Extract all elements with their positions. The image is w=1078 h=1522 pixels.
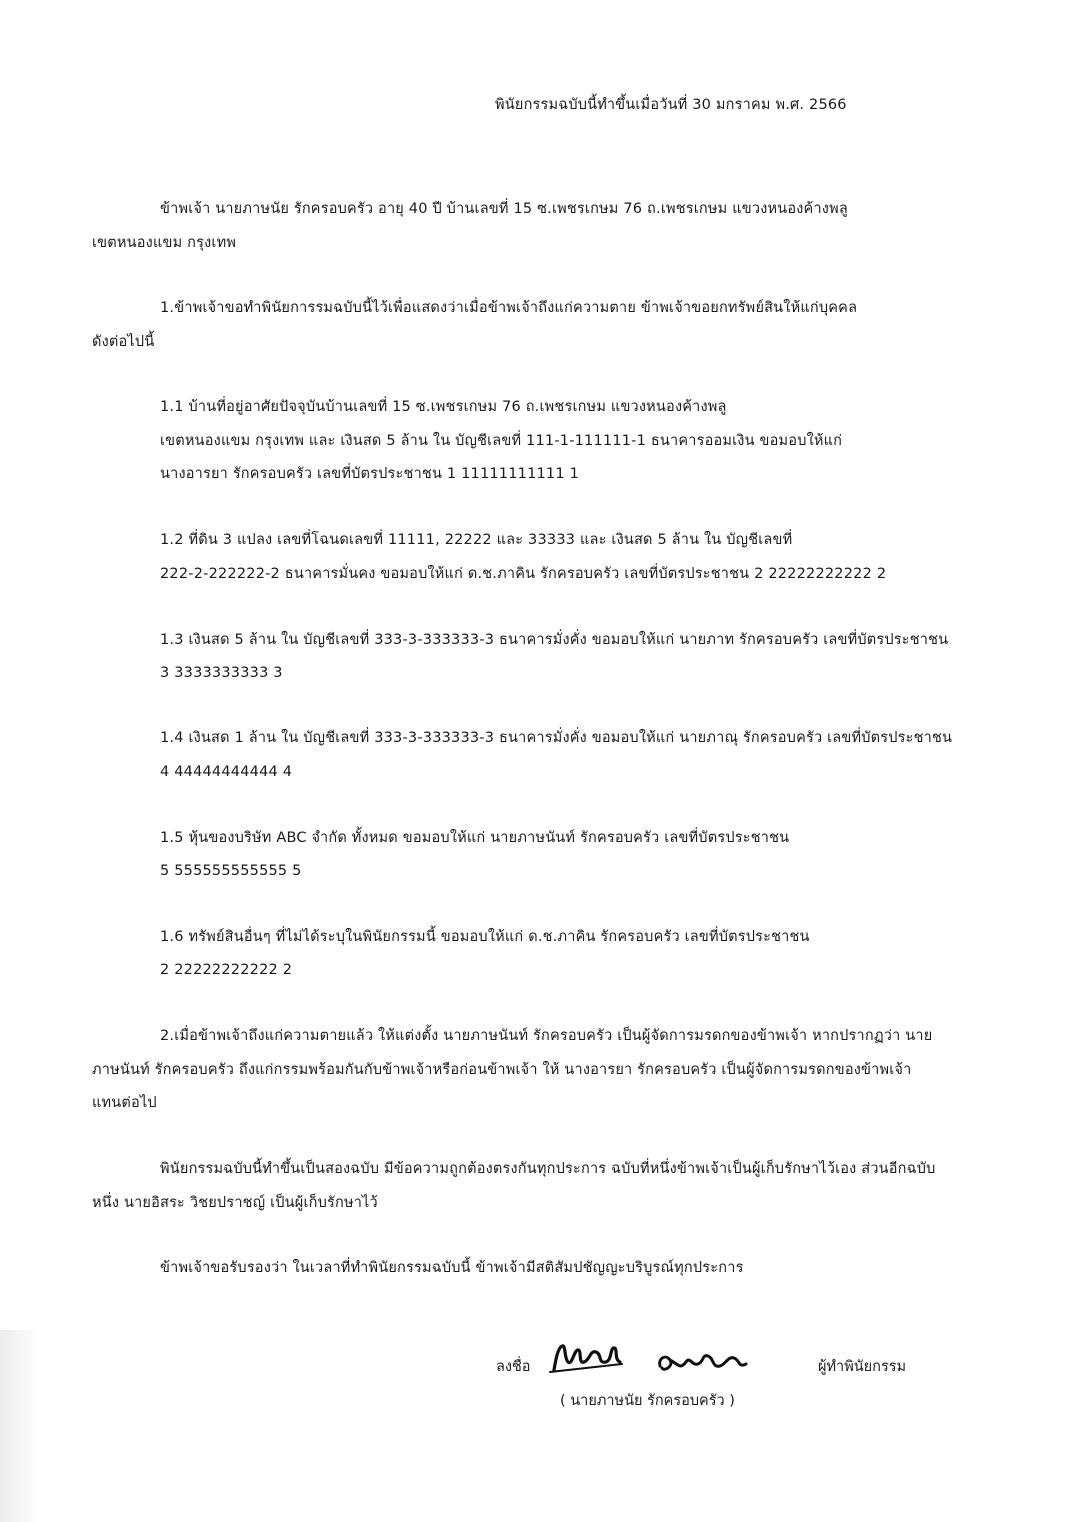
clause-2-line-3: แทนต่อไป — [92, 1095, 157, 1111]
copies-line-2: หนึ่ง นายอิสระ วิชยปราชญ์ เป็นผู้เก็บรักษาไว้ — [92, 1195, 378, 1211]
signatory-name: ( นายภาษนัย รักครอบครัว ) — [560, 1393, 735, 1409]
signature-label: ลงชื่อ — [496, 1359, 531, 1375]
item-1-5-line-2: 5 555555555555 5 — [160, 863, 302, 879]
item-1-4-line-1: 1.4 เงินสด 1 ล้าน ใน บัญชีเลขที่ 333-3-333333-3 ธนาคารมั่งคั่ง ขอมอบให้แก่ นายภาณุ รักครอบครัว เลขที่บัตรประชาชน — [160, 730, 953, 746]
item-1-6-line-1: 1.6 ทรัพย์สินอื่นๆ ที่ไม่ได้ระบุในพินัยกรรมนี้ ขอมอบให้แก่ ด.ช.ภาคิน รักครอบครัว เลขที่บัตรประชาชน — [160, 929, 810, 945]
intro-line-2: เขตหนองแขม กรุงเทพ — [92, 235, 237, 251]
item-1-1-line-2: เขตหนองแขม กรุงเทพ และ เงินสด 5 ล้าน ใน บัญชีเลขที่ 111-1-111111-1 ธนาคารออมเงิน ขอมอบให้แก่ — [160, 433, 843, 449]
item-1-6-line-2: 2 22222222222 2 — [160, 962, 293, 978]
item-1-4-line-2: 4 44444444444 4 — [160, 764, 293, 780]
item-1-2-line-1: 1.2 ที่ดิน 3 แปลง เลขที่โฉนดเลขที่ 11111, 22222 และ 33333 และ เงินสด 5 ล้าน ใน บัญชีเลขที่ — [160, 532, 793, 548]
signature-title: ผู้ทำพินัยกรรม — [818, 1359, 907, 1375]
item-1-5-line-1: 1.5 หุ้นของบริษัท ABC จำกัด ทั้งหมด ขอมอบให้แก่ นายภาษนันท์ รักครอบครัว เลขที่บัตรประชาชน — [160, 830, 790, 846]
page-edge-shadow — [0, 1330, 40, 1522]
clause-1-line-2: ดังต่อไปนี้ — [92, 334, 155, 350]
clause-1-line-1: 1.ข้าพเจ้าขอทำพินัยการรมฉบับนี้ไว้เพื่อแสดงว่าเมื่อข้าพเจ้าถึงแก่ความตาย ข้าพเจ้าขอยกทรัพย์สินให้แก่บุคคล — [160, 300, 858, 316]
document-date-line: พินัยกรรมฉบับนี้ทำขึ้นเมื่อวันที่ 30 มกราคม พ.ศ. 2566 — [495, 97, 847, 113]
item-1-3-line-2: 3 3333333333 3 — [160, 665, 283, 681]
copies-line-1: พินัยกรรมฉบับนี้ทำขึ้นเป็นสองฉบับ มีข้อความถูกต้องตรงกันทุกประการ ฉบับที่หนึ่งข้าพเจ้าเป็นผู้เก็บรักษาไว้เอง ส่วนอีกฉบับ — [160, 1161, 936, 1177]
certify-line: ข้าพเจ้าขอรับรองว่า ในเวลาที่ทำพินัยกรรมฉบับนี้ ข้าพเจ้ามีสติสัมปชัญญะบริบูรณ์ทุกประการ — [160, 1260, 744, 1276]
item-1-1-line-3: นางอารยา รักครอบครัว เลขที่บัตรประชาชน 1 11111111111 1 — [160, 466, 580, 482]
intro-line-1: ข้าพเจ้า นายภาษนัย รักครอบครัว อายุ 40 ปี บ้านเลขที่ 15 ซ.เพชรเกษม 76 ถ.เพชรเกษม แขวงหนองค้างพลู — [160, 201, 848, 217]
item-1-2-line-2: 222-2-222222-2 ธนาคารมั่นคง ขอมอบให้แก่ ด.ช.ภาคิน รักครอบครัว เลขที่บัตรประชาชน 2 22222222222 2 — [160, 566, 887, 582]
item-1-3-line-1: 1.3 เงินสด 5 ล้าน ใน บัญชีเลขที่ 333-3-333333-3 ธนาคารมั่งคั่ง ขอมอบให้แก่ นายภาท รักครอบครัว เลขที่บัตรประชาชน — [160, 632, 949, 648]
clause-2-line-2: ภาษนันท์ รักครอบครัว ถึงแก่กรรมพร้อมกันกับข้าพเจ้าหรือก่อนข้าพเจ้า ให้ นางอารยา รักครอบครัว เป็นผู้จัดการมรดกของข้าพเจ้า — [92, 1062, 912, 1078]
item-1-1-line-1: 1.1 บ้านที่อยู่อาศัยปัจจุบันบ้านเลขที่ 15 ซ.เพชรเกษม 76 ถ.เพชรเกษม แขวงหนองค้างพลู — [160, 399, 727, 415]
handwritten-signature — [548, 1340, 763, 1380]
clause-2-line-1: 2.เมื่อข้าพเจ้าถึงแก่ความตายแล้ว ให้แต่งตั้ง นายภาษนันท์ รักครอบครัว เป็นผู้จัดการมรดกของข้าพเจ้า หากปรากฏว่า นาย — [160, 1028, 933, 1044]
